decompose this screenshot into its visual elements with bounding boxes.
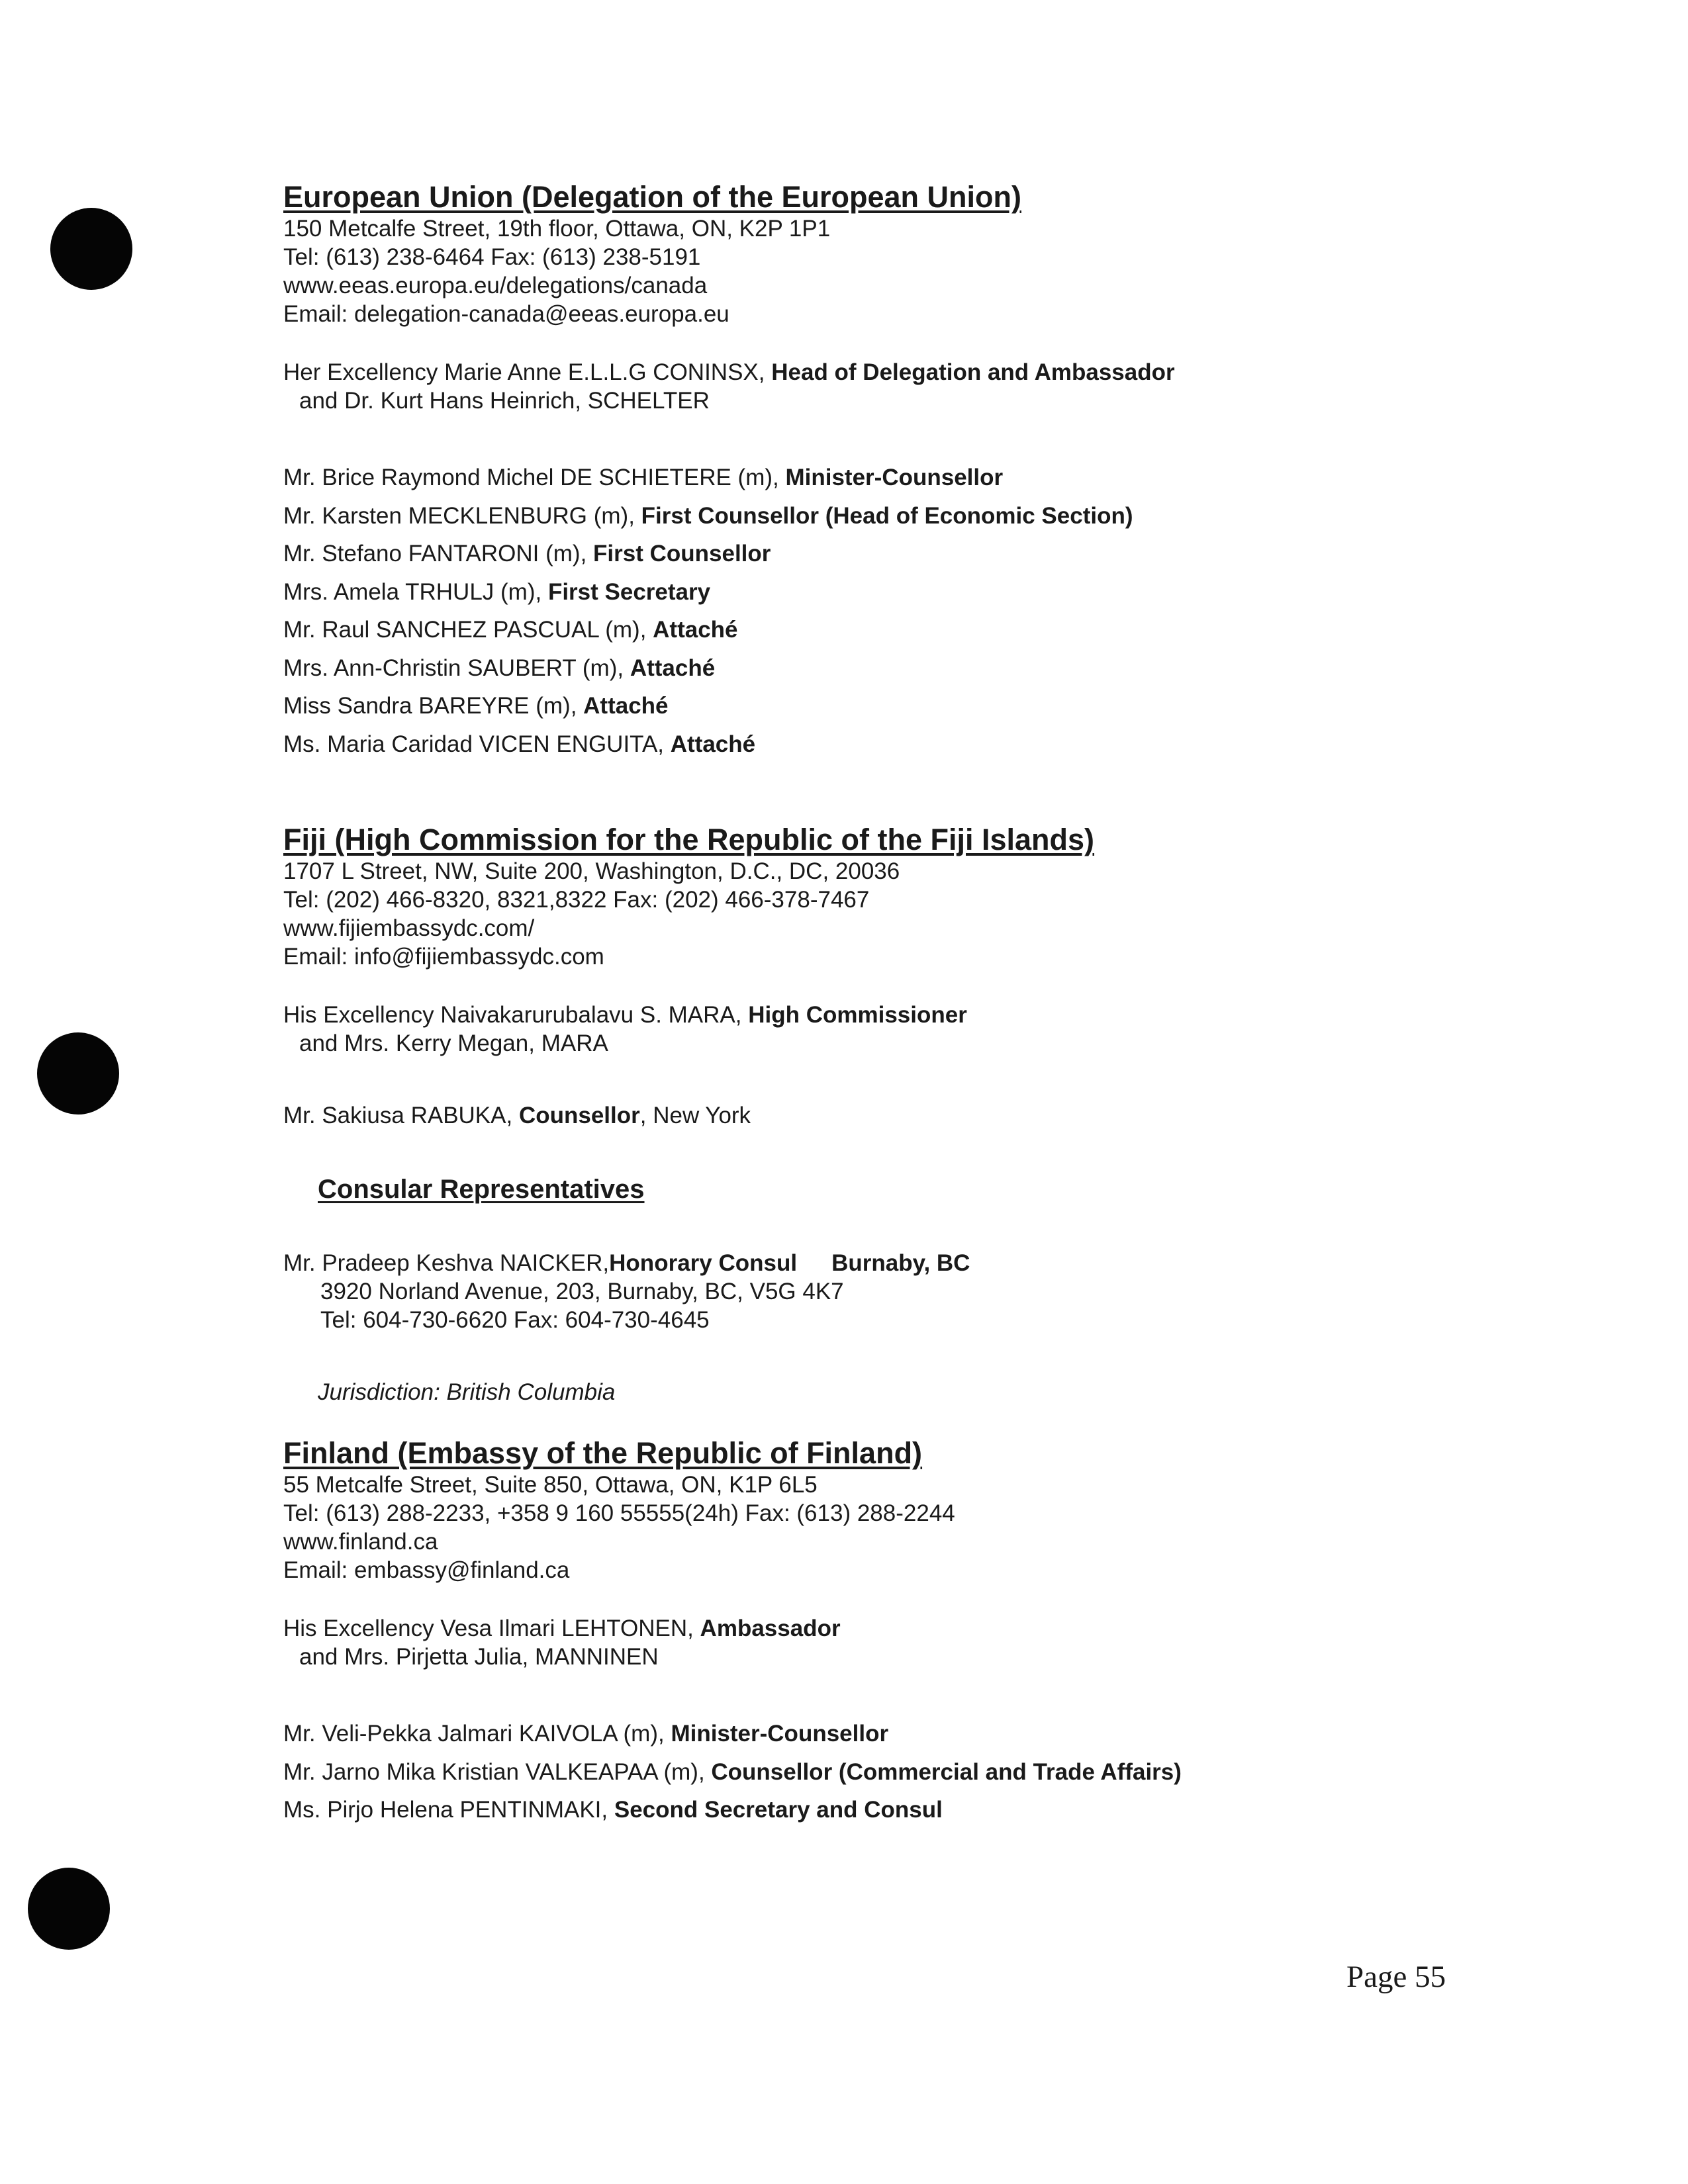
- staff-name: Mrs. Amela TRHULJ (m),: [283, 578, 548, 605]
- section-title: Fiji (High Commission for the Republic of the Fiji Islands): [283, 823, 1095, 856]
- staff-row: [283, 459, 1448, 497]
- staff-row: [283, 1715, 1448, 1753]
- head-name: Her Excellency Marie Anne E.L.L.G CONINSX,: [283, 359, 772, 385]
- staff-row: [283, 687, 1448, 725]
- head-title: High Commissioner: [748, 1002, 967, 1028]
- address-line: 1707 L Street, NW, Suite 200, Washington, D.C., DC, 20036: [283, 858, 900, 884]
- staff-row: [283, 611, 1448, 649]
- head-spouse: and Mrs. Kerry Megan, MARA: [299, 1030, 608, 1056]
- consul-address: 3920 Norland Avenue, 203, Burnaby, BC, V5G 4K7: [320, 1279, 844, 1304]
- staff-name: Mr. Karsten MECKLENBURG (m),: [283, 502, 641, 529]
- punch-hole-middle: [37, 1032, 119, 1115]
- staff-title: Attaché: [653, 617, 738, 643]
- staff-name: Mr. Veli-Pekka Jalmari KAIVOLA (m),: [283, 1721, 671, 1747]
- consul-phone: Tel: 604-730-6620 Fax: 604-730-4645: [320, 1307, 710, 1333]
- staff-name: Mrs. Ann-Christin SAUBERT (m),: [283, 655, 630, 681]
- section-finland: [283, 1436, 1448, 1829]
- head-of-mission: [283, 1614, 1448, 1671]
- consul-title: Honorary Consul: [609, 1250, 798, 1276]
- staff-row: [283, 573, 1448, 612]
- address-line: 150 Metcalfe Street, 19th floor, Ottawa, ON, K2P 1P1: [283, 216, 831, 242]
- address-line: 55 Metcalfe Street, Suite 850, Ottawa, ON, K1P 6L5: [283, 1472, 818, 1498]
- head-of-mission: [283, 358, 1448, 415]
- directory-page: [283, 180, 1448, 1829]
- email-line: Email: delegation-canada@eeas.europa.eu: [283, 301, 729, 327]
- staff-row: [283, 497, 1448, 535]
- staff-name: Mr. Sakiusa RABUKA,: [283, 1103, 519, 1128]
- staff-list: [283, 459, 1448, 763]
- website-line: www.eeas.europa.eu/delegations/canada: [283, 273, 708, 298]
- head-name: His Excellency Naivakarurubalavu S. MARA,: [283, 1002, 749, 1028]
- email-line: Email: info@fijiembassydc.com: [283, 944, 604, 970]
- punch-hole-top: [50, 208, 132, 290]
- staff-row: [283, 725, 1448, 764]
- website-line: www.finland.ca: [283, 1529, 438, 1555]
- section-fiji: [283, 823, 1448, 1406]
- staff-title: Minister-Counsellor: [785, 465, 1004, 490]
- head-title: Ambassador: [700, 1615, 841, 1641]
- phone-fax-line: Tel: (613) 288-2233, +358 9 160 55555(24h) Fax: (613) 288-2244: [283, 1500, 955, 1526]
- email-line: Email: embassy@finland.ca: [283, 1557, 570, 1583]
- staff-name: Mr. Brice Raymond Michel DE SCHIETERE (m),: [283, 465, 786, 490]
- staff-title: Minister-Counsellor: [671, 1721, 889, 1747]
- phone-fax-line: Tel: (613) 238-6464 Fax: (613) 238-5191: [283, 244, 701, 270]
- staff-title: Attaché: [670, 731, 756, 757]
- staff-title: Counsellor (Commercial and Trade Affairs): [711, 1758, 1182, 1785]
- staff-location: , New York: [639, 1103, 751, 1128]
- staff-row: [283, 1753, 1448, 1792]
- staff-title: Attaché: [630, 655, 716, 681]
- staff-title: First Counsellor (Head of Economic Section): [641, 502, 1133, 529]
- address-block: [283, 857, 1448, 971]
- consular-representative: [283, 1249, 1448, 1334]
- consul-name: Mr. Pradeep Keshva NAICKER,: [283, 1250, 610, 1276]
- staff-row: [283, 1791, 1448, 1829]
- address-block: [283, 1471, 1448, 1584]
- staff-name: Mr. Stefano FANTARONI (m),: [283, 541, 594, 567]
- staff-row: [283, 535, 1448, 573]
- phone-fax-line: Tel: (202) 466-8320, 8321,8322 Fax: (202) 466-378-7467: [283, 887, 870, 913]
- website-line: www.fijiembassydc.com/: [283, 915, 535, 941]
- punch-hole-bottom: [28, 1868, 110, 1950]
- section-title: European Union (Delegation of the European Union): [283, 180, 1021, 214]
- head-spouse: and Dr. Kurt Hans Heinrich, SCHELTER: [299, 388, 710, 414]
- staff-name: Mr. Jarno Mika Kristian VALKEAPAA (m),: [283, 1758, 712, 1785]
- consul-location: Burnaby, BC: [831, 1250, 970, 1276]
- staff-name: Miss Sandra BAREYRE (m),: [283, 693, 584, 719]
- head-spouse: and Mrs. Pirjetta Julia, MANNINEN: [299, 1644, 659, 1670]
- jurisdiction-note: Jurisdiction: British Columbia: [318, 1379, 616, 1405]
- staff-name: Ms. Maria Caridad VICEN ENGUITA,: [283, 731, 671, 757]
- address-block: [283, 214, 1448, 328]
- staff-title: Counsellor: [518, 1103, 640, 1128]
- head-of-mission: [283, 1001, 1448, 1058]
- staff-row: [283, 649, 1448, 688]
- head-name: His Excellency Vesa Ilmari LEHTONEN,: [283, 1615, 700, 1641]
- staff-title: First Counsellor: [593, 541, 771, 567]
- staff-row: [283, 1101, 1448, 1130]
- section-european-union: [283, 180, 1448, 763]
- page-number: Page 55: [1346, 1960, 1446, 1994]
- section-title: Finland (Embassy of the Republic of Finland): [283, 1436, 923, 1470]
- consular-heading: Consular Representatives: [318, 1175, 645, 1204]
- staff-title: First Secretary: [547, 578, 711, 605]
- staff-title: Second Secretary and Consul: [614, 1797, 943, 1823]
- staff-title: Attaché: [583, 693, 669, 719]
- staff-name: Mr. Raul SANCHEZ PASCUAL (m),: [283, 617, 653, 643]
- staff-name: Ms. Pirjo Helena PENTINMAKI,: [283, 1797, 614, 1823]
- staff-list: [283, 1715, 1448, 1829]
- head-title: Head of Delegation and Ambassador: [771, 359, 1175, 385]
